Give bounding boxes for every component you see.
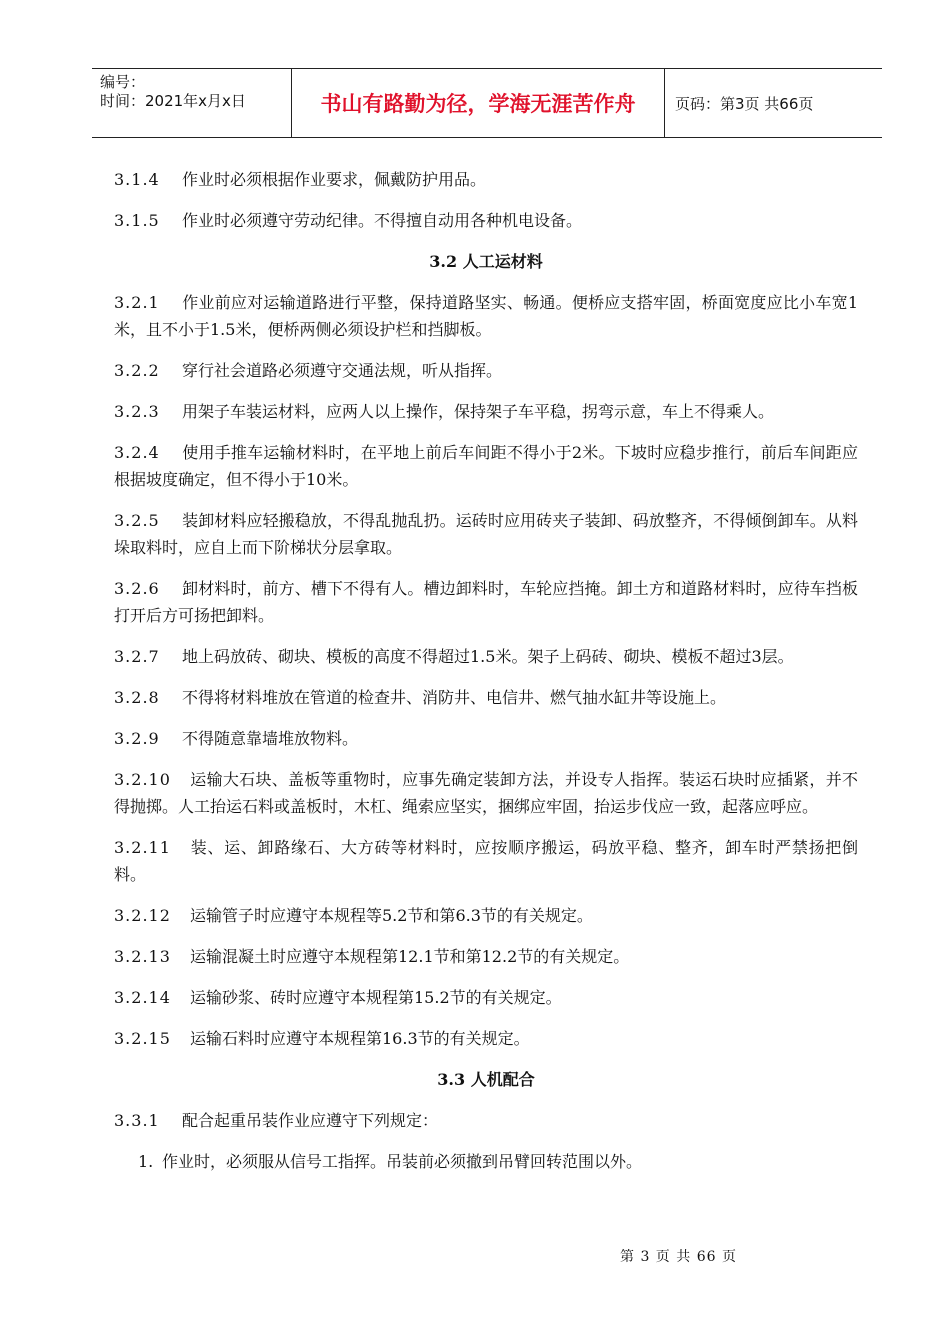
clause-3-2-10 bbox=[114, 766, 858, 820]
clause-number: 3.2.11 bbox=[114, 838, 171, 857]
clause-3-3-1 bbox=[114, 1107, 858, 1134]
clause-text: 运输砂浆、砖时应遵守本规程第15.2节的有关规定。 bbox=[190, 988, 562, 1007]
clause-3-2-9 bbox=[114, 725, 858, 752]
clause-text: 使用手推车运输材料时，在平地上前后车间距不得小于2米。下坡时应稳步推行，前后车间距应根据坡度确定，但不得小于10米。 bbox=[114, 443, 858, 489]
header-meta bbox=[92, 69, 292, 137]
clause-3-2-15 bbox=[114, 1025, 858, 1052]
clause-number: 3.2.15 bbox=[114, 1029, 171, 1048]
clause-number: 3.3.1 bbox=[114, 1111, 160, 1130]
list-item-text: 作业时，必须服从信号工指挥。吊装前必须撤到吊臂回转范围以外。 bbox=[162, 1152, 643, 1171]
clause-text: 作业时必须遵守劳动纪律。不得擅自动用各种机电设备。 bbox=[182, 211, 583, 230]
document-time: 时间：2021年x月x日 bbox=[100, 92, 246, 110]
clause-number: 3.2.13 bbox=[114, 947, 171, 966]
clause-3-2-11 bbox=[114, 834, 858, 888]
clause-3-2-7 bbox=[114, 643, 858, 670]
clause-3-2-8 bbox=[114, 684, 858, 711]
clause-number: 3.2.1 bbox=[114, 293, 160, 312]
clause-text: 卸材料时，前方、槽下不得有人。槽边卸料时，车轮应挡掩。卸土方和道路材料时，应待车挡板打开后方可扬把卸料。 bbox=[114, 579, 858, 625]
clause-3-2-1 bbox=[114, 289, 858, 343]
document-body bbox=[114, 166, 858, 1189]
clause-text: 运输混凝土时应遵守本规程第12.1节和第12.2节的有关规定。 bbox=[190, 947, 630, 966]
clause-number: 3.2.14 bbox=[114, 988, 171, 1007]
clause-text: 穿行社会道路必须遵守交通法规，听从指挥。 bbox=[182, 361, 503, 380]
clause-text: 运输石料时应遵守本规程第16.3节的有关规定。 bbox=[190, 1029, 530, 1048]
document-code-label: 编号： bbox=[100, 73, 146, 91]
list-item-number: 1. bbox=[138, 1152, 154, 1171]
clause-text: 装卸材料应轻搬稳放，不得乱抛乱扔。运砖时应用砖夹子装卸、码放整齐，不得倾倒卸车。从料垛取料时，应自上而下阶梯状分层拿取。 bbox=[114, 511, 858, 557]
clause-3-2-3 bbox=[114, 398, 858, 425]
clause-text: 不得将材料堆放在管道的检查井、消防井、电信井、燃气抽水缸井等设施上。 bbox=[182, 688, 727, 707]
clause-number: 3.1.4 bbox=[114, 170, 160, 189]
clause-number: 3.2.3 bbox=[114, 402, 160, 421]
clause-text: 运输管子时应遵守本规程等5.2节和第6.3节的有关规定。 bbox=[190, 906, 593, 925]
clause-number: 3.2.5 bbox=[114, 511, 160, 530]
header-page-info: 页码：第3页 共66页 bbox=[675, 94, 814, 113]
clause-3-2-14 bbox=[114, 984, 858, 1011]
clause-text: 配合起重吊装作业应遵守下列规定： bbox=[182, 1111, 439, 1130]
clause-3-2-5 bbox=[114, 507, 858, 561]
clause-text: 运输大石块、盖板等重物时，应事先确定装卸方法，并设专人指挥。装运石块时应插紧，并不得抛掷。人工抬运石料或盖板时，木杠、绳索应坚实，捆绑应牢固，抬运步伐应一致，起落应呼应。 bbox=[114, 770, 858, 816]
clause-number: 3.2.8 bbox=[114, 688, 160, 707]
clause-3-2-6 bbox=[114, 575, 858, 629]
clause-number: 3.2.9 bbox=[114, 729, 160, 748]
clause-3-2-12 bbox=[114, 902, 858, 929]
clause-text: 装、运、卸路缘石、大方砖等材料时，应按顺序搬运，码放平稳、整齐，卸车时严禁扬把倒料。 bbox=[114, 838, 858, 884]
page-footer: 第 3 页 共 66 页 bbox=[620, 1249, 737, 1265]
clause-text: 地上码放砖、砌块、模板的高度不得超过1.5米。架子上码砖、砌块、模板不超过3层。 bbox=[182, 647, 794, 666]
list-item-1 bbox=[114, 1148, 858, 1175]
page-header bbox=[92, 68, 882, 138]
clause-number: 3.2.6 bbox=[114, 579, 160, 598]
clause-number: 3.1.5 bbox=[114, 211, 160, 230]
clause-3-2-4 bbox=[114, 439, 858, 493]
section-heading-3-3: 3.3 人机配合 bbox=[437, 1070, 535, 1089]
clause-text: 不得随意靠墙堆放物料。 bbox=[182, 729, 359, 748]
clause-3-1-4 bbox=[114, 166, 858, 193]
clause-number: 3.2.10 bbox=[114, 770, 171, 789]
clause-text: 作业时必须根据作业要求，佩戴防护用品。 bbox=[182, 170, 487, 189]
clause-3-1-5 bbox=[114, 207, 858, 234]
clause-text: 用架子车装运材料，应两人以上操作，保持架子车平稳，拐弯示意，车上不得乘人。 bbox=[182, 402, 775, 421]
clause-3-2-2 bbox=[114, 357, 858, 384]
header-motto: 书山有路勤为径，学海无涯苦作舟 bbox=[292, 69, 665, 137]
clause-number: 3.2.7 bbox=[114, 647, 160, 666]
clause-number: 3.2.4 bbox=[114, 443, 160, 462]
clause-number: 3.2.12 bbox=[114, 906, 171, 925]
section-heading-3-2: 3.2 人工运材料 bbox=[429, 252, 543, 271]
clause-3-2-13 bbox=[114, 943, 858, 970]
clause-number: 3.2.2 bbox=[114, 361, 160, 380]
clause-text: 作业前应对运输道路进行平整，保持道路坚实、畅通。便桥应支搭牢固，桥面宽度应比小车宽1米，且不小于1.5米，便桥两侧必须设护栏和挡脚板。 bbox=[114, 293, 858, 339]
